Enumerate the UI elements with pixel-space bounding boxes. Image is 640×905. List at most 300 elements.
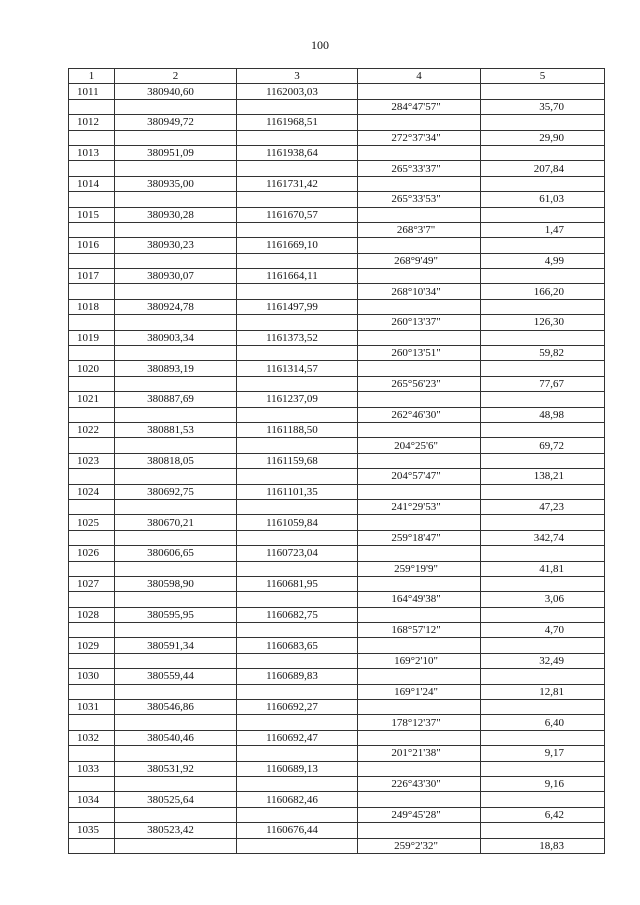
point-number: 1016 bbox=[69, 238, 115, 253]
coordinate-y: 1161188,50 bbox=[237, 422, 358, 437]
direction-angle: 260°13'51" bbox=[358, 346, 481, 361]
point-row bbox=[69, 607, 605, 622]
empty-cell bbox=[358, 792, 481, 807]
segment-length: 166,20 bbox=[481, 284, 605, 299]
point-row bbox=[69, 115, 605, 130]
direction-angle: 249°45'28" bbox=[358, 807, 481, 822]
point-row bbox=[69, 484, 605, 499]
segment-length: 18,83 bbox=[481, 838, 605, 853]
header-row bbox=[69, 69, 605, 84]
header-cell-3: 3 bbox=[237, 69, 358, 84]
empty-cell bbox=[481, 700, 605, 715]
segment-row bbox=[69, 130, 605, 145]
direction-angle: 265°56'23" bbox=[358, 376, 481, 391]
empty-cell bbox=[358, 84, 481, 99]
empty-cell bbox=[69, 530, 115, 545]
coordinate-y: 1160681,95 bbox=[237, 576, 358, 591]
empty-cell bbox=[115, 746, 237, 761]
point-row bbox=[69, 515, 605, 530]
point-number: 1020 bbox=[69, 361, 115, 376]
coordinate-x: 380591,34 bbox=[115, 638, 237, 653]
coordinate-x: 380818,05 bbox=[115, 453, 237, 468]
coordinate-x: 380559,44 bbox=[115, 669, 237, 684]
empty-cell bbox=[69, 592, 115, 607]
empty-cell bbox=[481, 730, 605, 745]
point-row bbox=[69, 238, 605, 253]
segment-length: 126,30 bbox=[481, 315, 605, 330]
empty-cell bbox=[115, 469, 237, 484]
empty-cell bbox=[481, 823, 605, 838]
segment-row bbox=[69, 746, 605, 761]
empty-cell bbox=[358, 730, 481, 745]
coordinate-x: 380930,23 bbox=[115, 238, 237, 253]
empty-cell bbox=[115, 284, 237, 299]
segment-row bbox=[69, 315, 605, 330]
segment-length: 6,40 bbox=[481, 715, 605, 730]
coordinate-x: 380881,53 bbox=[115, 422, 237, 437]
point-row bbox=[69, 761, 605, 776]
direction-angle: 164°49'38" bbox=[358, 592, 481, 607]
point-row bbox=[69, 330, 605, 345]
direction-angle: 204°25'6" bbox=[358, 438, 481, 453]
empty-cell bbox=[237, 653, 358, 668]
segment-row bbox=[69, 530, 605, 545]
empty-cell bbox=[115, 499, 237, 514]
empty-cell bbox=[69, 284, 115, 299]
empty-cell bbox=[115, 346, 237, 361]
coordinate-x: 380670,21 bbox=[115, 515, 237, 530]
empty-cell bbox=[237, 838, 358, 853]
segment-length: 41,81 bbox=[481, 561, 605, 576]
empty-cell bbox=[358, 422, 481, 437]
segment-length: 4,99 bbox=[481, 253, 605, 268]
empty-cell bbox=[115, 684, 237, 699]
empty-cell bbox=[237, 499, 358, 514]
segment-length: 342,74 bbox=[481, 530, 605, 545]
empty-cell bbox=[481, 607, 605, 622]
coordinate-x: 380523,42 bbox=[115, 823, 237, 838]
coordinate-x: 380951,09 bbox=[115, 145, 237, 160]
empty-cell bbox=[69, 684, 115, 699]
empty-cell bbox=[358, 115, 481, 130]
point-row bbox=[69, 823, 605, 838]
direction-angle: 226°43'30" bbox=[358, 776, 481, 791]
empty-cell bbox=[115, 715, 237, 730]
segment-row bbox=[69, 192, 605, 207]
point-number: 1026 bbox=[69, 546, 115, 561]
segment-length: 9,16 bbox=[481, 776, 605, 791]
point-number: 1014 bbox=[69, 176, 115, 191]
empty-cell bbox=[358, 361, 481, 376]
header-cell-2: 2 bbox=[115, 69, 237, 84]
empty-cell bbox=[481, 761, 605, 776]
empty-cell bbox=[115, 407, 237, 422]
empty-cell bbox=[481, 176, 605, 191]
point-row bbox=[69, 299, 605, 314]
coordinate-y: 1160676,44 bbox=[237, 823, 358, 838]
empty-cell bbox=[69, 99, 115, 114]
empty-cell bbox=[358, 669, 481, 684]
coordinate-x: 380540,46 bbox=[115, 730, 237, 745]
point-number: 1028 bbox=[69, 607, 115, 622]
empty-cell bbox=[115, 222, 237, 237]
segment-length: 59,82 bbox=[481, 346, 605, 361]
empty-cell bbox=[237, 407, 358, 422]
empty-cell bbox=[358, 207, 481, 222]
empty-cell bbox=[69, 469, 115, 484]
empty-cell bbox=[481, 299, 605, 314]
empty-cell bbox=[358, 823, 481, 838]
point-number: 1011 bbox=[69, 84, 115, 99]
segment-row bbox=[69, 438, 605, 453]
segment-length: 12,81 bbox=[481, 684, 605, 699]
coordinate-x: 380606,65 bbox=[115, 546, 237, 561]
empty-cell bbox=[358, 145, 481, 160]
empty-cell bbox=[481, 330, 605, 345]
empty-cell bbox=[358, 576, 481, 591]
empty-cell bbox=[115, 530, 237, 545]
direction-angle: 262°46'30" bbox=[358, 407, 481, 422]
empty-cell bbox=[237, 715, 358, 730]
coordinate-y: 1161938,64 bbox=[237, 145, 358, 160]
empty-cell bbox=[358, 176, 481, 191]
segment-row bbox=[69, 776, 605, 791]
segment-row bbox=[69, 253, 605, 268]
page-number: 100 bbox=[311, 38, 329, 52]
empty-cell bbox=[358, 638, 481, 653]
empty-cell bbox=[69, 438, 115, 453]
point-row bbox=[69, 700, 605, 715]
segment-row bbox=[69, 623, 605, 638]
direction-angle: 169°1'24" bbox=[358, 684, 481, 699]
point-row bbox=[69, 361, 605, 376]
empty-cell bbox=[481, 669, 605, 684]
point-row bbox=[69, 730, 605, 745]
empty-cell bbox=[69, 807, 115, 822]
point-number: 1030 bbox=[69, 669, 115, 684]
segment-row bbox=[69, 592, 605, 607]
coordinate-y: 1160689,83 bbox=[237, 669, 358, 684]
empty-cell bbox=[69, 407, 115, 422]
empty-cell bbox=[481, 238, 605, 253]
empty-cell bbox=[69, 715, 115, 730]
segment-row bbox=[69, 99, 605, 114]
empty-cell bbox=[237, 807, 358, 822]
segment-row bbox=[69, 715, 605, 730]
coordinate-x: 380893,19 bbox=[115, 361, 237, 376]
empty-cell bbox=[69, 315, 115, 330]
empty-cell bbox=[358, 392, 481, 407]
point-row bbox=[69, 392, 605, 407]
segment-row bbox=[69, 838, 605, 853]
header-cell-1: 1 bbox=[69, 69, 115, 84]
empty-cell bbox=[237, 438, 358, 453]
empty-cell bbox=[69, 130, 115, 145]
empty-cell bbox=[69, 623, 115, 638]
segment-length: 3,06 bbox=[481, 592, 605, 607]
segment-length: 29,90 bbox=[481, 130, 605, 145]
segment-row bbox=[69, 346, 605, 361]
direction-angle: 265°33'53" bbox=[358, 192, 481, 207]
coordinate-x: 380598,90 bbox=[115, 576, 237, 591]
empty-cell bbox=[481, 84, 605, 99]
empty-cell bbox=[115, 561, 237, 576]
empty-cell bbox=[237, 253, 358, 268]
segment-row bbox=[69, 161, 605, 176]
empty-cell bbox=[237, 99, 358, 114]
coordinate-x: 380692,75 bbox=[115, 484, 237, 499]
empty-cell bbox=[237, 561, 358, 576]
coordinate-x: 380903,34 bbox=[115, 330, 237, 345]
coordinate-y: 1161101,35 bbox=[237, 484, 358, 499]
point-number: 1032 bbox=[69, 730, 115, 745]
point-number: 1015 bbox=[69, 207, 115, 222]
point-number: 1035 bbox=[69, 823, 115, 838]
empty-cell bbox=[481, 207, 605, 222]
segment-length: 69,72 bbox=[481, 438, 605, 453]
coordinate-y: 1160692,27 bbox=[237, 700, 358, 715]
empty-cell bbox=[69, 161, 115, 176]
empty-cell bbox=[115, 161, 237, 176]
segment-length: 61,03 bbox=[481, 192, 605, 207]
direction-angle: 268°10'34" bbox=[358, 284, 481, 299]
empty-cell bbox=[69, 561, 115, 576]
empty-cell bbox=[115, 99, 237, 114]
coordinate-x: 380924,78 bbox=[115, 299, 237, 314]
segment-row bbox=[69, 499, 605, 514]
empty-cell bbox=[481, 638, 605, 653]
coordinates-table-body bbox=[69, 69, 605, 854]
point-number: 1027 bbox=[69, 576, 115, 591]
empty-cell bbox=[358, 299, 481, 314]
coordinate-x: 380595,95 bbox=[115, 607, 237, 622]
empty-cell bbox=[481, 269, 605, 284]
segment-length: 47,23 bbox=[481, 499, 605, 514]
coordinate-y: 1161373,52 bbox=[237, 330, 358, 345]
coordinate-y: 1160689,13 bbox=[237, 761, 358, 776]
coordinate-y: 1160682,46 bbox=[237, 792, 358, 807]
empty-cell bbox=[115, 130, 237, 145]
coordinate-x: 380930,28 bbox=[115, 207, 237, 222]
segment-length: 32,49 bbox=[481, 653, 605, 668]
empty-cell bbox=[237, 530, 358, 545]
direction-angle: 260°13'37" bbox=[358, 315, 481, 330]
point-number: 1023 bbox=[69, 453, 115, 468]
point-number: 1025 bbox=[69, 515, 115, 530]
empty-cell bbox=[358, 607, 481, 622]
segment-length: 48,98 bbox=[481, 407, 605, 422]
segment-row bbox=[69, 284, 605, 299]
empty-cell bbox=[69, 746, 115, 761]
point-row bbox=[69, 269, 605, 284]
empty-cell bbox=[237, 346, 358, 361]
coordinate-y: 1161059,84 bbox=[237, 515, 358, 530]
empty-cell bbox=[481, 515, 605, 530]
empty-cell bbox=[237, 746, 358, 761]
coordinate-x: 380949,72 bbox=[115, 115, 237, 130]
empty-cell bbox=[115, 807, 237, 822]
coordinate-x: 380940,60 bbox=[115, 84, 237, 99]
segment-length: 77,67 bbox=[481, 376, 605, 391]
empty-cell bbox=[237, 469, 358, 484]
empty-cell bbox=[115, 776, 237, 791]
direction-angle: 284°47'57" bbox=[358, 99, 481, 114]
point-number: 1031 bbox=[69, 700, 115, 715]
coordinate-x: 380887,69 bbox=[115, 392, 237, 407]
coordinate-y: 1161237,09 bbox=[237, 392, 358, 407]
empty-cell bbox=[358, 330, 481, 345]
empty-cell bbox=[237, 284, 358, 299]
coordinate-y: 1161664,11 bbox=[237, 269, 358, 284]
empty-cell bbox=[481, 115, 605, 130]
direction-angle: 265°33'37" bbox=[358, 161, 481, 176]
empty-cell bbox=[237, 592, 358, 607]
point-number: 1024 bbox=[69, 484, 115, 499]
empty-cell bbox=[115, 253, 237, 268]
coordinate-x: 380525,64 bbox=[115, 792, 237, 807]
empty-cell bbox=[358, 269, 481, 284]
coordinate-y: 1160723,04 bbox=[237, 546, 358, 561]
coordinate-y: 1162003,03 bbox=[237, 84, 358, 99]
point-number: 1033 bbox=[69, 761, 115, 776]
point-row bbox=[69, 84, 605, 99]
empty-cell bbox=[237, 776, 358, 791]
segment-length: 9,17 bbox=[481, 746, 605, 761]
coordinate-x: 380930,07 bbox=[115, 269, 237, 284]
direction-angle: 168°57'12" bbox=[358, 623, 481, 638]
point-row bbox=[69, 638, 605, 653]
empty-cell bbox=[69, 653, 115, 668]
direction-angle: 204°57'47" bbox=[358, 469, 481, 484]
empty-cell bbox=[481, 453, 605, 468]
empty-cell bbox=[115, 623, 237, 638]
point-number: 1017 bbox=[69, 269, 115, 284]
coordinate-x: 380531,92 bbox=[115, 761, 237, 776]
empty-cell bbox=[358, 515, 481, 530]
point-number: 1034 bbox=[69, 792, 115, 807]
coordinate-y: 1161669,10 bbox=[237, 238, 358, 253]
direction-angle: 259°2'32" bbox=[358, 838, 481, 853]
direction-angle: 178°12'37" bbox=[358, 715, 481, 730]
empty-cell bbox=[237, 161, 358, 176]
direction-angle: 259°19'9" bbox=[358, 561, 481, 576]
empty-cell bbox=[115, 438, 237, 453]
empty-cell bbox=[237, 684, 358, 699]
empty-cell bbox=[69, 222, 115, 237]
empty-cell bbox=[237, 222, 358, 237]
direction-angle: 241°29'53" bbox=[358, 499, 481, 514]
point-number: 1013 bbox=[69, 145, 115, 160]
header-cell-5: 5 bbox=[481, 69, 605, 84]
segment-row bbox=[69, 469, 605, 484]
empty-cell bbox=[237, 315, 358, 330]
empty-cell bbox=[237, 130, 358, 145]
coordinate-y: 1161497,99 bbox=[237, 299, 358, 314]
point-number: 1012 bbox=[69, 115, 115, 130]
point-row bbox=[69, 546, 605, 561]
point-row bbox=[69, 669, 605, 684]
coordinate-x: 380546,86 bbox=[115, 700, 237, 715]
point-number: 1019 bbox=[69, 330, 115, 345]
empty-cell bbox=[358, 453, 481, 468]
empty-cell bbox=[115, 592, 237, 607]
point-number: 1029 bbox=[69, 638, 115, 653]
coordinate-y: 1160683,65 bbox=[237, 638, 358, 653]
empty-cell bbox=[481, 422, 605, 437]
empty-cell bbox=[115, 838, 237, 853]
direction-angle: 259°18'47" bbox=[358, 530, 481, 545]
coordinate-y: 1160682,75 bbox=[237, 607, 358, 622]
direction-angle: 268°9'49" bbox=[358, 253, 481, 268]
empty-cell bbox=[481, 546, 605, 561]
empty-cell bbox=[358, 484, 481, 499]
segment-length: 6,42 bbox=[481, 807, 605, 822]
empty-cell bbox=[115, 653, 237, 668]
coordinate-y: 1161670,57 bbox=[237, 207, 358, 222]
empty-cell bbox=[115, 192, 237, 207]
empty-cell bbox=[237, 623, 358, 638]
empty-cell bbox=[69, 376, 115, 391]
empty-cell bbox=[358, 238, 481, 253]
point-row bbox=[69, 176, 605, 191]
empty-cell bbox=[358, 546, 481, 561]
header-cell-4: 4 bbox=[358, 69, 481, 84]
coordinates-table bbox=[68, 68, 605, 854]
segment-length: 138,21 bbox=[481, 469, 605, 484]
empty-cell bbox=[69, 499, 115, 514]
empty-cell bbox=[481, 145, 605, 160]
coordinate-y: 1161731,42 bbox=[237, 176, 358, 191]
coordinate-y: 1160692,47 bbox=[237, 730, 358, 745]
segment-row bbox=[69, 807, 605, 822]
empty-cell bbox=[69, 192, 115, 207]
empty-cell bbox=[481, 792, 605, 807]
point-number: 1022 bbox=[69, 422, 115, 437]
segment-row bbox=[69, 653, 605, 668]
direction-angle: 272°37'34" bbox=[358, 130, 481, 145]
point-row bbox=[69, 792, 605, 807]
empty-cell bbox=[69, 838, 115, 853]
empty-cell bbox=[481, 484, 605, 499]
point-row bbox=[69, 422, 605, 437]
direction-angle: 169°2'10" bbox=[358, 653, 481, 668]
empty-cell bbox=[481, 576, 605, 591]
coordinate-y: 1161314,57 bbox=[237, 361, 358, 376]
empty-cell bbox=[69, 346, 115, 361]
segment-row bbox=[69, 376, 605, 391]
point-row bbox=[69, 576, 605, 591]
empty-cell bbox=[358, 761, 481, 776]
direction-angle: 268°3'7" bbox=[358, 222, 481, 237]
empty-cell bbox=[69, 776, 115, 791]
empty-cell bbox=[115, 315, 237, 330]
segment-row bbox=[69, 561, 605, 576]
direction-angle: 201°21'38" bbox=[358, 746, 481, 761]
segment-length: 207,84 bbox=[481, 161, 605, 176]
segment-row bbox=[69, 684, 605, 699]
coordinate-y: 1161968,51 bbox=[237, 115, 358, 130]
point-row bbox=[69, 207, 605, 222]
coordinate-x: 380935,00 bbox=[115, 176, 237, 191]
segment-length: 35,70 bbox=[481, 99, 605, 114]
empty-cell bbox=[115, 376, 237, 391]
point-row bbox=[69, 453, 605, 468]
segment-length: 1,47 bbox=[481, 222, 605, 237]
empty-cell bbox=[237, 192, 358, 207]
empty-cell bbox=[481, 392, 605, 407]
coordinate-y: 1161159,68 bbox=[237, 453, 358, 468]
empty-cell bbox=[237, 376, 358, 391]
